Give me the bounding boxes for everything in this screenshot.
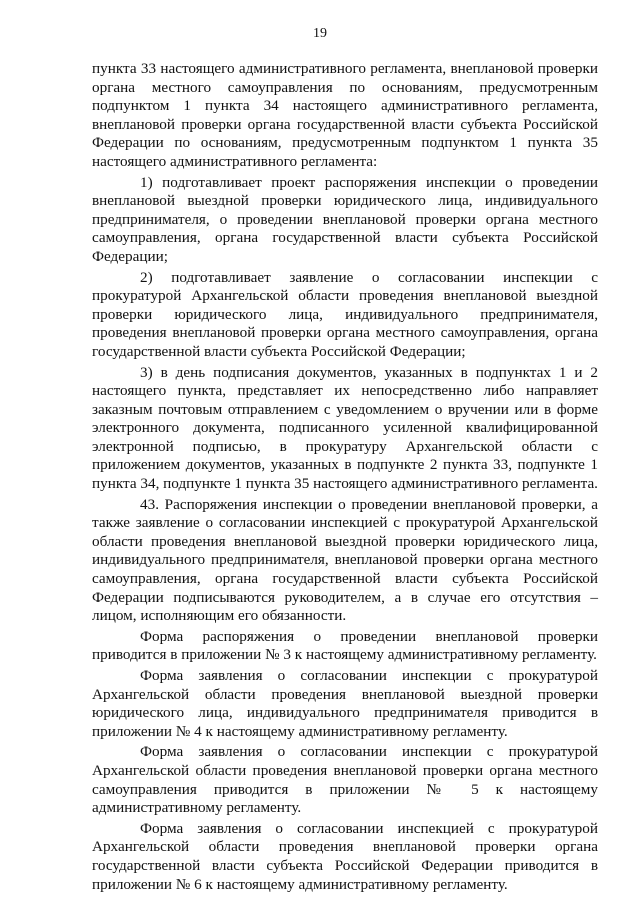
paragraph-appendix-5: Форма заявления о согласовании инспекции с прокуратурой Архангельской области проведения внеплановой проверки органа местного самоуправления приводится в приложении № 5 к настоящему административному регламенту. bbox=[92, 743, 598, 817]
page-number: 19 bbox=[313, 26, 327, 41]
document-body bbox=[92, 60, 598, 896]
paragraph-43: 43. Распоряжения инспекции о проведении внеплановой проверки, а также заявление о согласовании инспекцией с прокуратурой Архангельской области проведения внеплановой выездной проверки юридического лица, индивидуального предпринимателя, внеплановой проверки органа местного самоуправления, органа государственной власти субъекта Российской Федерации подписываются руководителем, а в случае его отсутствия – лицом, исполняющим его обязанности. bbox=[92, 495, 598, 625]
paragraph-appendix-3: Форма распоряжения о проведении внеплановой проверки приводится в приложении № 3 к настоящему административному регламенту. bbox=[92, 627, 598, 664]
paragraph-appendix-6: Форма заявления о согласовании инспекцией с прокуратурой Архангельской области проведения внеплановой проверки органа государственной власти субъекта Российской Федерации приводится в приложении № 6 к настоящему административному регламенту. bbox=[92, 819, 598, 893]
paragraph-continuation: пункта 33 настоящего административного регламента, внеплановой проверки органа местного самоуправления по основаниям, предусмотренным подпунктом 1 пункта 34 настоящего административного регламента, внеплановой проверки органа государственной власти субъекта Российской Федерации по основаниям, предусмотренным подпунктом 1 пункта 35 настоящего административного регламента: bbox=[92, 60, 598, 170]
paragraph-item-2: 2) подготавливает заявление о согласовании инспекции с прокуратурой Архангельской области проведения внеплановой выездной проверки юридического лица, индивидуального предпринимателя, проведения внеплановой проверки органа местного самоуправления, органа государственной власти субъекта Российской Федерации; bbox=[92, 268, 598, 360]
paragraph-appendix-4: Форма заявления о согласовании инспекции с прокуратурой Архангельской области проведения внеплановой выездной проверки юридического лица, индивидуального предпринимателя приводится в приложении № 4 к настоящему административному регламенту. bbox=[92, 667, 598, 740]
paragraph-item-1: 1) подготавливает проект распоряжения инспекции о проведении внеплановой выездной проверки юридического лица, индивидуального предпринимателя, о проведении внеплановой проверки органа местного самоуправления, органа государственной власти субъекта Российской Федерации; bbox=[92, 173, 598, 265]
paragraph-item-3: 3) в день подписания документов, указанных в подпунктах 1 и 2 настоящего пункта, представляет их непосредственно либо направляет заказным почтовым отправлением с уведомлением о вручении или в форме электронного документа, подписанного усиленной квалифицированной электронной подписью, в прокуратуру Архангельской области с приложением документов, указанных в подпункте 2 пункта 33, подпункте 1 пункта 34, подпункте 1 пункта 35 настоящего административного регламента. bbox=[92, 363, 598, 493]
